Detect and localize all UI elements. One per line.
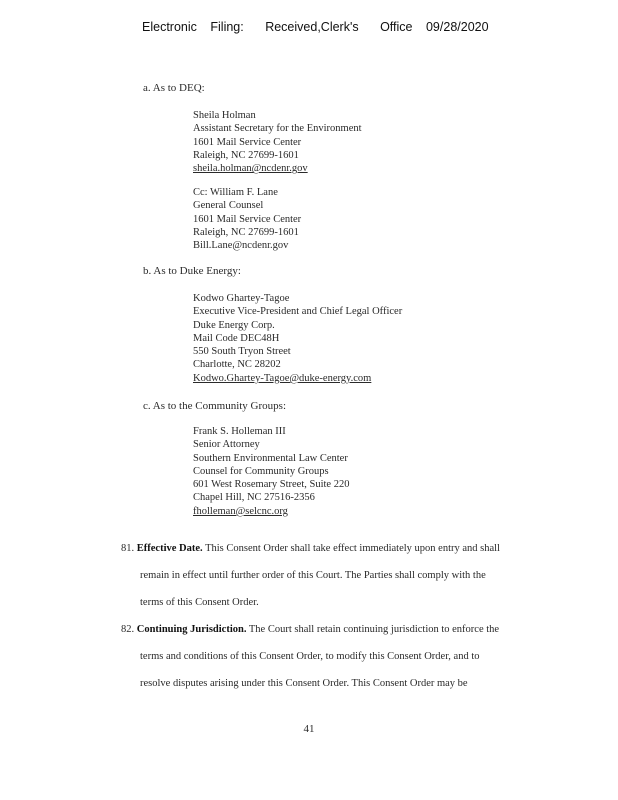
paragraph-line: resolve disputes arising under this Consent Order. This Consent Order may be [140, 678, 468, 689]
header-date: 09/28/2020 [425, 20, 489, 34]
community-groups-contact [193, 425, 349, 518]
contact-organization: Southern Environmental Law Center [193, 452, 348, 464]
contact-email: Bill.Lane@ncdenr.gov [193, 240, 289, 252]
paragraph-number: 82. [121, 624, 135, 635]
contact-title: Assistant Secretary for the Environment [193, 123, 362, 135]
contact-name: Sheila Holman [193, 110, 256, 121]
duke-energy-contact [193, 292, 402, 385]
contact-city: Raleigh, NC 27699-1601 [193, 149, 299, 161]
section-c-heading: c. As to the Community Groups: [143, 400, 286, 412]
contact-name: Cc: William F. Lane [193, 187, 278, 198]
header-filing: Filing: [210, 20, 244, 34]
header-office: Office [380, 20, 413, 34]
deq-cc-contact [193, 186, 301, 252]
header-received: Received,Clerk's [265, 20, 359, 34]
electronic-filing-header [142, 20, 507, 34]
header-electronic: Electronic [142, 20, 197, 34]
contact-name: Kodwo Ghartey-Tagoe [193, 293, 290, 304]
contact-name: Frank S. Holleman III [193, 426, 286, 437]
contact-address: 1601 Mail Service Center [193, 213, 302, 225]
contact-address: 1601 Mail Service Center [193, 136, 302, 148]
contact-city: Raleigh, NC 27699-1601 [193, 226, 299, 238]
contact-city: Chapel Hill, NC 27516-2356 [193, 492, 315, 504]
contact-email-link[interactable]: fholleman@selcnc.org [193, 505, 288, 517]
section-b-heading: b. As to Duke Energy: [143, 265, 241, 277]
contact-mail-code: Mail Code DEC48H [193, 332, 280, 344]
paragraph-line: terms of this Consent Order. [140, 597, 259, 608]
contact-title: Executive Vice-President and Chief Legal Officer [193, 306, 403, 318]
contact-title: Senior Attorney [193, 439, 260, 451]
contact-role: Counsel for Community Groups [193, 465, 329, 477]
contact-address: 601 West Rosemary Street, Suite 220 [193, 479, 350, 491]
contact-city: Charlotte, NC 28202 [193, 359, 281, 371]
paragraph-number: 81. [121, 543, 135, 554]
contact-email-link[interactable]: sheila.holman@ncdenr.gov [193, 163, 308, 175]
contact-email-link[interactable]: Kodwo.Ghartey-Tagoe@duke-energy.com [193, 372, 372, 384]
paragraph-title: Effective Date. [136, 543, 203, 554]
paragraph-title: Continuing Jurisdiction. [136, 624, 247, 635]
paragraph-line: This Consent Order shall take effect immediately upon entry and shall [205, 543, 500, 554]
contact-company: Duke Energy Corp. [193, 319, 275, 331]
paragraph-82 [121, 616, 539, 697]
contact-address: 550 South Tryon Street [193, 346, 291, 358]
paragraph-81 [121, 535, 539, 616]
contact-title: General Counsel [193, 200, 264, 212]
page-number: 41 [303, 723, 315, 735]
section-a-heading: a. As to DEQ: [143, 82, 205, 94]
paragraph-line: terms and conditions of this Consent Order, to modify this Consent Order, and to [140, 651, 480, 662]
paragraph-line: remain in effect until further order of this Court. The Parties shall comply with the [140, 570, 486, 581]
deq-contact [193, 109, 362, 175]
paragraph-line: The Court shall retain continuing jurisdiction to enforce the [248, 624, 500, 635]
